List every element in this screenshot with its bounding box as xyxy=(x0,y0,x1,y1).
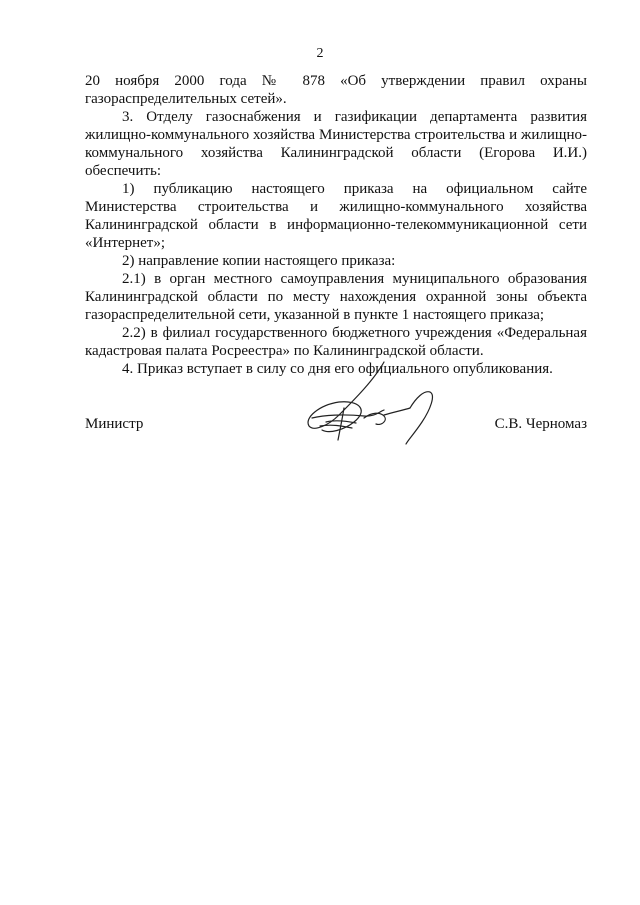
list-item-line: Калининградской области по месту нахождения охранной зоны объекта xyxy=(85,289,587,305)
list-item-line: «Интернет»; xyxy=(85,235,165,251)
paragraph-line: жилищно-коммунального хозяйства Министерства строительства и жилищно- xyxy=(85,127,587,143)
paragraph-line: обеспечить: xyxy=(85,163,162,179)
paragraph-line: коммунального хозяйства Калининградской области (Егорова И.И.) xyxy=(85,145,587,161)
paragraph-line: газораспределительных сетей». xyxy=(85,91,287,107)
paragraph-line: 3. Отделу газоснабжения и газификации департамента развития xyxy=(122,109,587,125)
document-body xyxy=(85,72,587,378)
list-item-line: кадастровая палата Росреестра» по Калининградской области. xyxy=(85,343,484,359)
list-item-line: Калининградской области в информационно-телекоммуникационной сети xyxy=(85,217,587,233)
list-item-line: газораспределительной сети, указанной в пункте 1 настоящего приказа; xyxy=(85,307,545,323)
paragraph-line: 20 ноября 2000 года № 878 «Об утверждении правил охраны xyxy=(85,73,587,89)
list-item-line: 2.2) в филиал государственного бюджетного учреждения «Федеральная xyxy=(122,325,587,341)
list-item-line: 1) публикацию настоящего приказа на официальном сайте xyxy=(122,181,587,197)
page-number: 2 xyxy=(316,46,324,61)
list-item-line: 2.1) в орган местного самоуправления муниципального образования xyxy=(122,271,587,287)
signer-role: Министр xyxy=(85,416,144,432)
paragraph-line: 4. Приказ вступает в силу со дня его официального опубликования. xyxy=(122,361,553,377)
signature-block xyxy=(85,416,587,440)
list-item-line: Министерства строительства и жилищно-коммунального хозяйства xyxy=(85,199,587,215)
list-item-line: 2) направление копии настоящего приказа: xyxy=(122,253,396,269)
signer-name: С.В. Черномаз xyxy=(494,416,587,432)
